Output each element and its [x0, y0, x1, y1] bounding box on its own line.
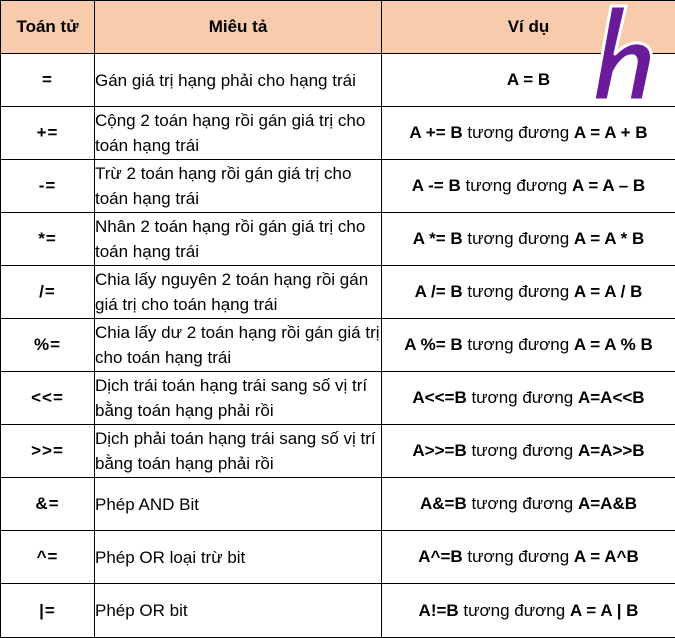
operator-cell: =: [1, 54, 95, 107]
example-equivalent: A=A&B: [578, 494, 637, 513]
example-cell: [382, 319, 675, 372]
example-cell: [382, 478, 675, 531]
table-row: [1, 531, 675, 584]
example-expression: A^=B: [418, 547, 462, 566]
example-connector: tương đương: [463, 547, 574, 566]
example-cell: [382, 107, 675, 160]
operator-cell: -=: [1, 160, 95, 213]
operator-cell: ^=: [1, 531, 95, 584]
example-connector: tương đương: [467, 388, 578, 407]
description-cell: Cộng 2 toán hạng rồi gán giá trị cho toán hạng trái: [95, 107, 382, 160]
example-equivalent: A = A * B: [574, 229, 644, 248]
header-operator: Toán tử: [1, 1, 95, 54]
table-row: [1, 213, 675, 266]
description-cell: Dịch phải toán hạng trái sang số vị trí bằng toán hạng phải rồi: [95, 425, 382, 478]
example-expression: A!=B: [419, 601, 459, 620]
table-row: [1, 160, 675, 213]
example-expression: A /= B: [415, 282, 463, 301]
description-cell: Phép AND Bit: [95, 478, 382, 531]
example-connector: tương đương: [463, 229, 574, 248]
example-expression: A *= B: [413, 229, 463, 248]
table-row: [1, 266, 675, 319]
description-cell: Phép OR bit: [95, 584, 382, 638]
table-row: [1, 107, 675, 160]
operator-cell: |=: [1, 584, 95, 638]
header-description: Miêu tả: [95, 1, 382, 54]
header-example: Ví dụ: [382, 1, 675, 54]
example-connector: tương đương: [467, 441, 578, 460]
stylized-h-logo-icon: [585, 2, 665, 106]
example-cell: [382, 372, 675, 425]
example-cell: [382, 531, 675, 584]
example-expression: A += B: [409, 123, 462, 142]
example-connector: tương đương: [463, 123, 574, 142]
example-connector: tương đương: [463, 282, 574, 301]
description-cell: Gán giá trị hạng phải cho hạng trái: [95, 54, 382, 107]
description-cell: Chia lấy dư 2 toán hạng rồi gán giá trị cho toán hạng trái: [95, 319, 382, 372]
operator-cell: %=: [1, 319, 95, 372]
example-equivalent: A=A>>B: [578, 441, 645, 460]
operator-cell: *=: [1, 213, 95, 266]
example-equivalent: A = A % B: [574, 335, 653, 354]
description-cell: Trừ 2 toán hạng rồi gán giá trị cho toán hạng trái: [95, 160, 382, 213]
example-expression: A = B: [507, 70, 550, 89]
description-cell: Phép OR loại trừ bit: [95, 531, 382, 584]
example-expression: A %= B: [404, 335, 462, 354]
example-cell: [382, 584, 675, 638]
description-cell: Chia lấy nguyên 2 toán hạng rồi gán giá trị cho toán hạng trái: [95, 266, 382, 319]
example-connector: tương đương: [467, 494, 578, 513]
table-row: [1, 319, 675, 372]
operator-cell: /=: [1, 266, 95, 319]
example-equivalent: A = A – B: [572, 176, 645, 195]
example-equivalent: A = A / B: [574, 282, 642, 301]
example-equivalent: A = A | B: [570, 601, 639, 620]
example-cell: [382, 425, 675, 478]
table-row: [1, 372, 675, 425]
operator-cell: <<=: [1, 372, 95, 425]
example-connector: tương đương: [459, 601, 570, 620]
header-row: [1, 1, 675, 54]
example-connector: tương đương: [461, 176, 572, 195]
example-expression: A>>=B: [412, 441, 466, 460]
table-row: [1, 584, 675, 638]
table-row: [1, 478, 675, 531]
example-expression: A&=B: [420, 494, 467, 513]
description-cell: Dịch trái toán hạng trái sang số vị trí bằng toán hạng phải rồi: [95, 372, 382, 425]
example-cell: [382, 266, 675, 319]
operator-cell: &=: [1, 478, 95, 531]
example-cell: [382, 213, 675, 266]
example-equivalent: A=A<<B: [578, 388, 645, 407]
example-equivalent: A = A + B: [574, 123, 648, 142]
example-cell: [382, 160, 675, 213]
description-cell: Nhân 2 toán hạng rồi gán giá trị cho toán hạng trái: [95, 213, 382, 266]
example-equivalent: A = A^B: [574, 547, 639, 566]
example-expression: A -= B: [412, 176, 461, 195]
operator-cell: +=: [1, 107, 95, 160]
logo-shape: [594, 6, 652, 100]
table-row: [1, 425, 675, 478]
example-connector: tương đương: [463, 335, 574, 354]
example-expression: A<<=B: [412, 388, 466, 407]
table-row: [1, 54, 675, 107]
operator-cell: >>=: [1, 425, 95, 478]
